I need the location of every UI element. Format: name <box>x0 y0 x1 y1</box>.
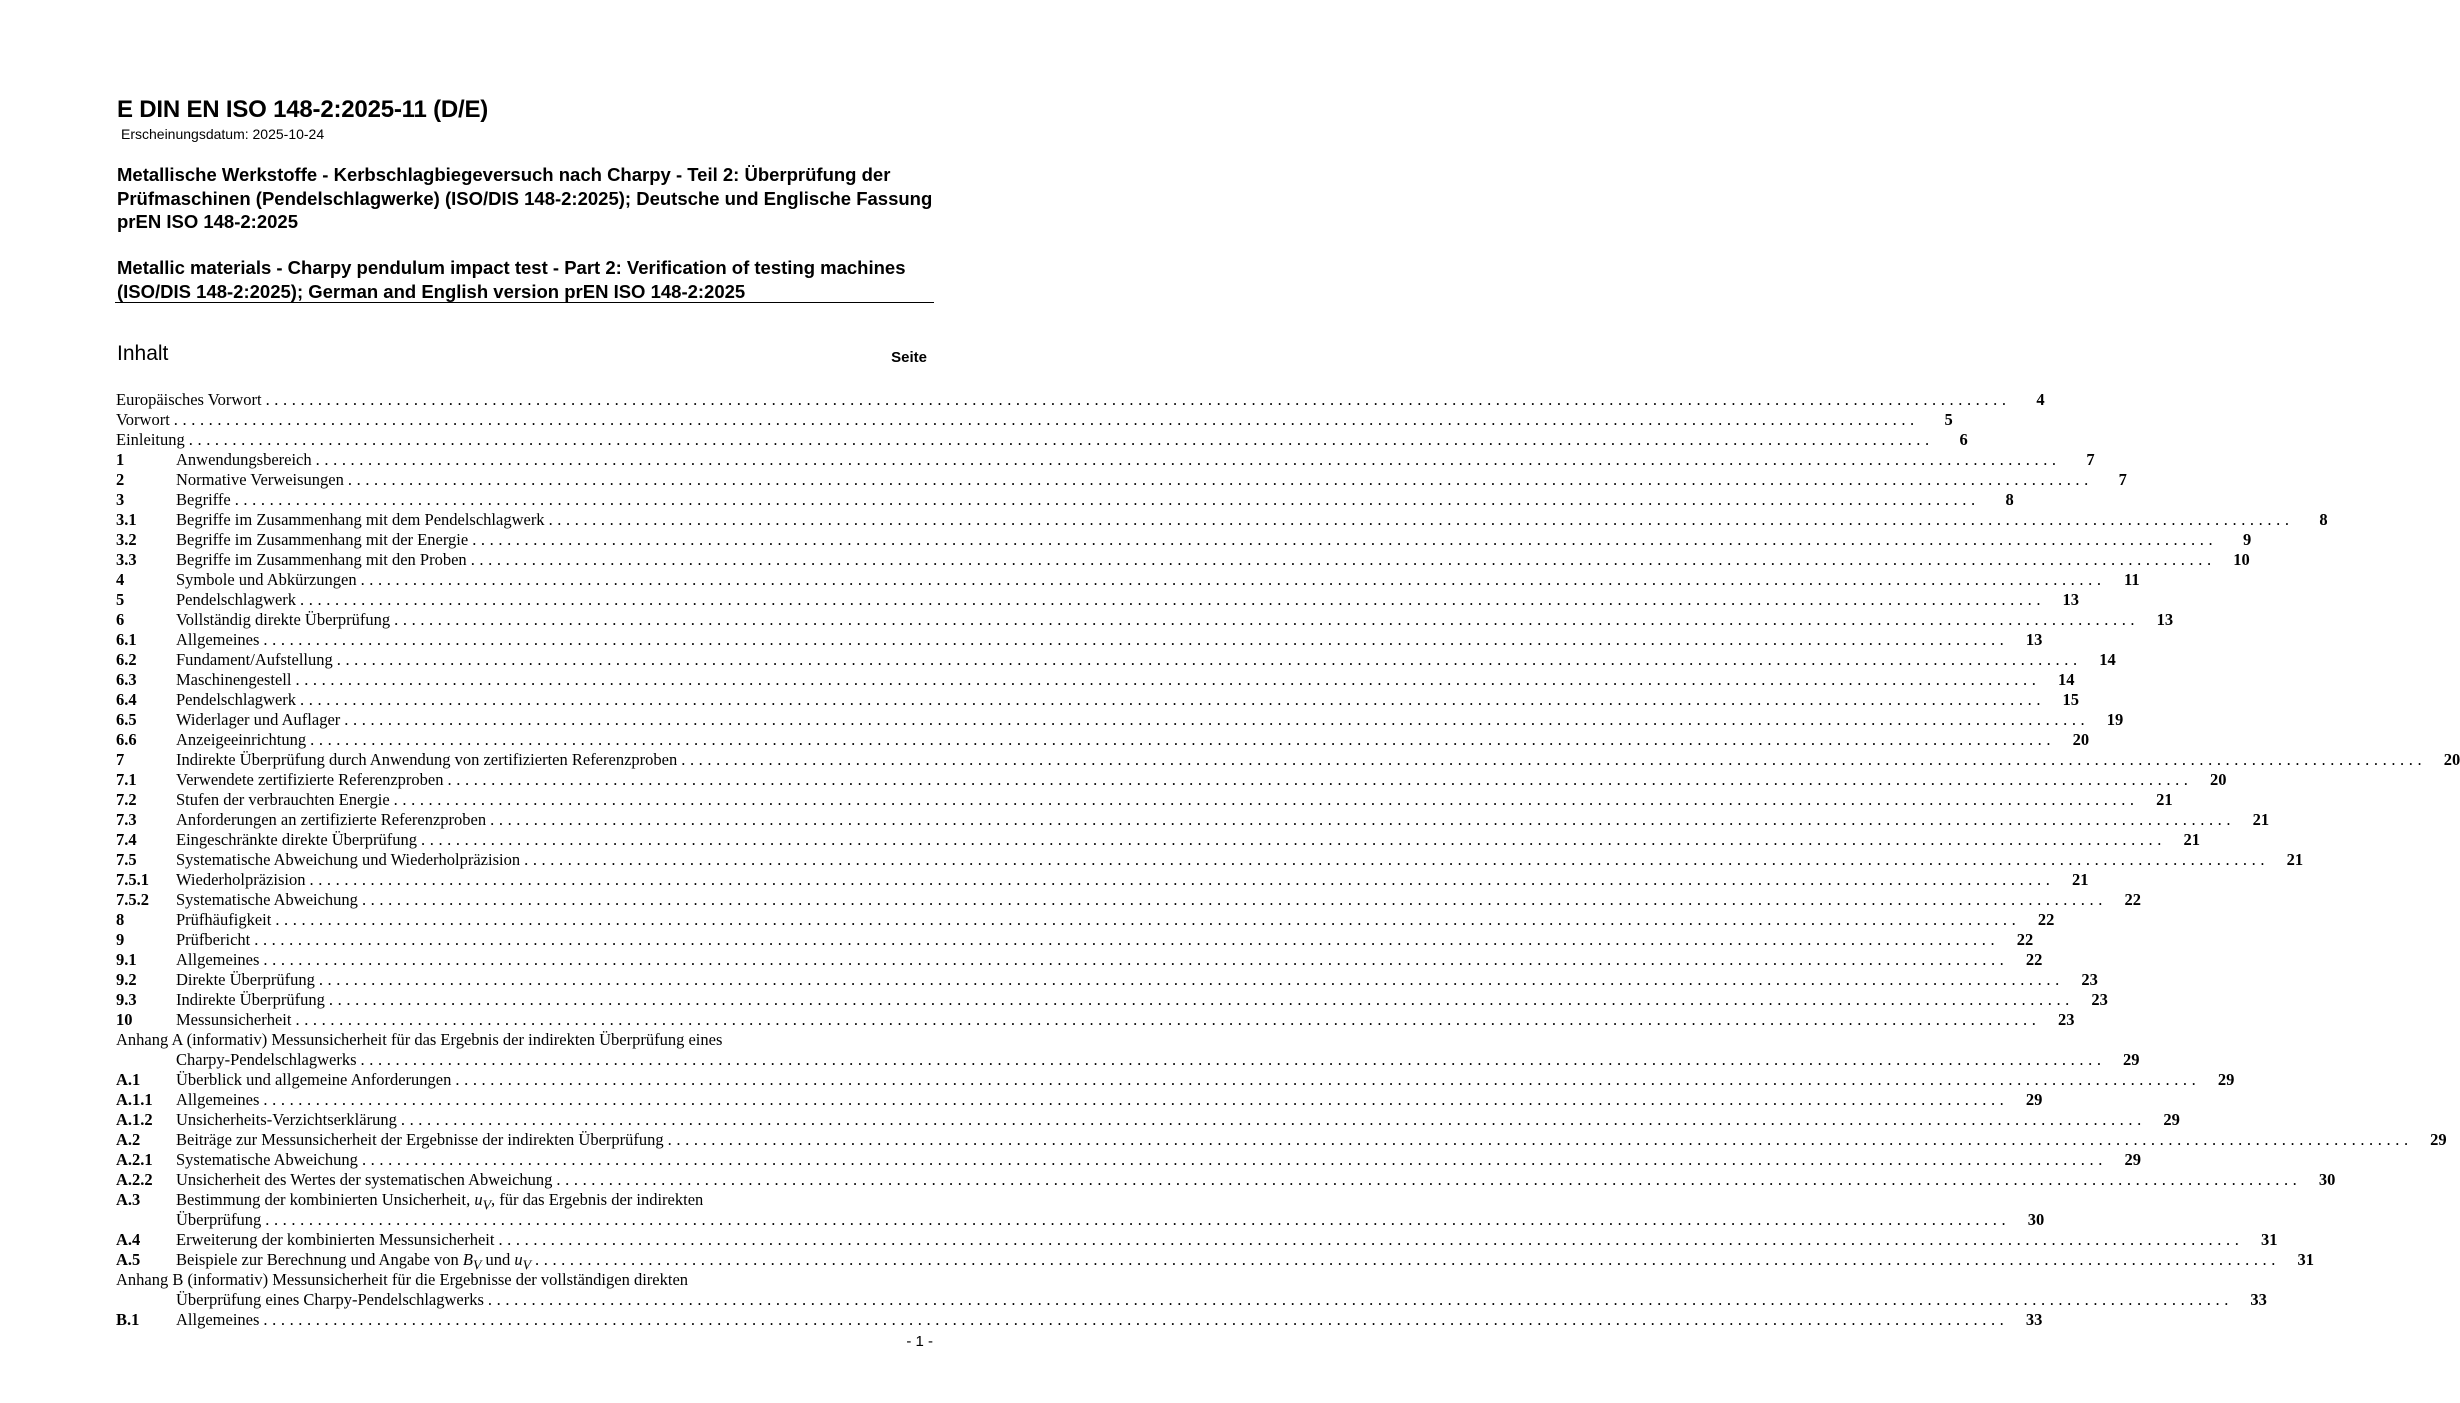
toc-leader: ........................................................................................................................................................................................................ <box>447 770 2193 789</box>
toc-annex-b-line1[interactable]: Anhang B (informativ) Messunsicherheit für die Ergebnisse der vollständigen direkten <box>116 1270 689 1289</box>
toc-leader: ........................................................................................................................................................................................................ <box>472 530 2218 549</box>
toc-title: Systematische Abweichung <box>176 890 358 909</box>
toc-leader: ........................................................................................................................................................................................................ <box>263 950 2009 969</box>
toc-entry-a5[interactable] <box>116 1250 2314 1273</box>
toc-page: 20 <box>2443 750 2460 769</box>
toc-number: 5 <box>116 590 125 609</box>
toc-title: Einleitung <box>116 430 185 449</box>
toc-page: 14 <box>2099 650 2116 669</box>
toc-number: A.4 <box>116 1230 141 1249</box>
toc-entry-a4[interactable] <box>116 1230 2278 1250</box>
toc-leader: ........................................................................................................................................................................................................ <box>309 870 2055 889</box>
toc-heading: Inhalt <box>117 342 169 365</box>
toc-entry[interactable] <box>116 1010 2075 1030</box>
toc-page-column-heading: Seite <box>891 349 927 366</box>
toc-number: 6.6 <box>116 730 137 749</box>
toc-entry[interactable] <box>116 1090 2043 1110</box>
toc-leader: ........................................................................................................................................................................................................ <box>360 1050 2106 1069</box>
toc-leader: ........................................................................................................................................................................................................ <box>295 1010 2041 1029</box>
toc-leader: ........................................................................................................................................................................................................ <box>347 470 2093 489</box>
toc-number: A.1.2 <box>116 1110 153 1129</box>
toc-leader: ........................................................................................................................................................................................................ <box>667 1130 2413 1149</box>
toc-entry[interactable] <box>116 730 2090 750</box>
toc-entry[interactable] <box>116 590 2080 610</box>
toc-page: 23 <box>2057 1010 2075 1029</box>
toc-number: 6.2 <box>116 650 137 669</box>
toc-page: 29 <box>2124 1150 2141 1169</box>
toc-number: 2 <box>116 470 125 489</box>
toc-title: Maschinengestell <box>176 670 292 689</box>
toc-page: 30 <box>2027 1210 2045 1229</box>
toc-title: Allgemeines <box>176 630 260 649</box>
toc-entry[interactable] <box>116 450 2095 470</box>
toc-title: Anwendungsbereich <box>176 450 312 469</box>
toc-page: 29 <box>2430 1130 2447 1149</box>
toc-leader: ........................................................................................................................................................................................................ <box>490 810 2236 829</box>
toc-leader: ........................................................................................................................................................................................................ <box>455 1070 2201 1089</box>
toc-entry[interactable] <box>116 950 2043 970</box>
toc-title: Messunsicherheit <box>176 1010 292 1029</box>
toc-page: 19 <box>2106 710 2124 729</box>
toc-number: 9.1 <box>116 950 137 969</box>
toc-number: 4 <box>116 570 125 589</box>
toc-entry[interactable] <box>116 810 2270 830</box>
toc-number: 7.5.2 <box>116 890 149 909</box>
toc-entry[interactable] <box>116 510 2328 530</box>
toc-entry[interactable] <box>116 710 2124 730</box>
toc-page: 23 <box>2081 970 2098 989</box>
toc-entry[interactable] <box>116 790 2173 810</box>
toc-page: 13 <box>2025 630 2043 649</box>
toc-number: 6.5 <box>116 710 137 729</box>
toc-leader: ........................................................................................................................................................................................................ <box>254 930 2000 949</box>
toc-page: 31 <box>2260 1230 2278 1249</box>
toc-number: 9.2 <box>116 970 137 989</box>
toc-leader: ........................................................................................................................................................................................................ <box>315 450 2061 469</box>
toc-entry[interactable] <box>116 570 2140 590</box>
toc-annex-a-section <box>116 1070 2447 1190</box>
toc-title: Normative Verweisungen <box>176 470 344 489</box>
toc-number: A.5 <box>116 1250 141 1269</box>
toc-leader: ........................................................................................................................................................................................................ <box>524 850 2270 869</box>
toc-entry[interactable] <box>116 530 2252 550</box>
toc-leader: ........................................................................................................................................................................................................ <box>310 730 2056 749</box>
toc-page: 22 <box>2016 930 2034 949</box>
toc-leader: ........................................................................................................................................................................................................ <box>263 1310 2009 1329</box>
toc-annex-b-title: Überprüfung eines Charpy-Pendelschlagwerks <box>176 1290 484 1309</box>
toc-page: 7 <box>2086 450 2095 469</box>
toc-title: Erweiterung der kombinierten Messunsicherheit <box>176 1230 495 1249</box>
issue-date: Erscheinungsdatum: 2025-10-24 <box>121 126 325 142</box>
toc-title: Wiederholpräzision <box>176 870 306 889</box>
toc-page: 20 <box>2072 730 2090 749</box>
toc-entry[interactable] <box>116 1310 2043 1330</box>
toc-title: Systematische Abweichung und Wiederholpräzision <box>176 850 521 869</box>
toc-leader: ........................................................................................................................................................................................................ <box>234 490 1980 509</box>
toc-number: 7.5.1 <box>116 870 149 889</box>
toc-page: 22 <box>2124 890 2141 909</box>
toc-number: 3.1 <box>116 510 137 529</box>
toc-annex-a-line1[interactable]: Anhang A (informativ) Messunsicherheit für das Ergebnis der indirekten Überprüfung eines <box>116 1030 723 1049</box>
toc-title: Eingeschränkte direkte Überprüfung <box>176 830 417 849</box>
toc-number: A.2.1 <box>116 1150 153 1169</box>
toc-leader: ........................................................................................................................................................................................................ <box>400 1110 2146 1129</box>
toc-title: Pendelschlagwerk <box>176 690 297 709</box>
toc-number: 7 <box>116 750 125 769</box>
toc-entry[interactable] <box>116 910 2055 930</box>
toc-page: 8 <box>2005 490 2014 509</box>
toc-title: Überprüfung <box>176 1210 262 1229</box>
toc-leader: ........................................................................................................................................................................................................ <box>548 510 2294 529</box>
toc-entry[interactable] <box>116 1070 2235 1090</box>
toc-leader: ........................................................................................................................................................................................................ <box>360 570 2106 589</box>
toc-annex-a-line2[interactable] <box>116 1050 2140 1070</box>
toc-entry[interactable] <box>116 670 2075 690</box>
toc-leader: ........................................................................................................................................................................................................ <box>344 710 2090 729</box>
toc-page: 13 <box>2156 610 2174 629</box>
toc-page: 20 <box>2210 770 2227 789</box>
toc-number: B.1 <box>116 1310 140 1329</box>
toc-leader: ........................................................................................................................................................................................................ <box>295 670 2041 689</box>
toc-number: A.3 <box>116 1190 141 1209</box>
toc-number: 9.3 <box>116 990 137 1009</box>
toc-leader: ........................................................................................................................................................................................................ <box>300 590 2046 609</box>
toc-number: 3 <box>116 490 125 509</box>
toc-title: Fundament/Aufstellung <box>176 650 333 669</box>
toc-leader: ........................................................................................................................................................................................................ <box>394 610 2140 629</box>
toc-entry[interactable] <box>116 650 2116 670</box>
toc-leader: ........................................................................................................................................................................................................ <box>263 1090 2009 1109</box>
toc-annex-b-section <box>116 1310 2043 1330</box>
toc-leader: ........................................................................................................................................................................................................ <box>336 650 2082 669</box>
toc-leader: ........................................................................................................................................................................................................ <box>681 750 2427 769</box>
toc-leader: ........................................................................................................................................................................................................ <box>470 550 2216 569</box>
toc-page: 33 <box>2250 1290 2267 1309</box>
toc-page: 33 <box>2025 1310 2043 1329</box>
toc-title: Indirekte Überprüfung durch Anwendung von zertifizierten Referenzproben <box>176 750 678 769</box>
toc-entry[interactable] <box>116 1170 2336 1190</box>
toc-entry[interactable] <box>116 550 2250 570</box>
toc-title: Begriffe im Zusammenhang mit dem Pendelschlagwerk <box>176 510 545 529</box>
toc-leader: ........................................................................................................................................................................................................ <box>328 990 2074 1009</box>
toc-number: 6 <box>116 610 125 629</box>
toc-leader: ........................................................................................................................................................................................................ <box>275 910 2021 929</box>
toc-entry[interactable] <box>116 630 2043 650</box>
toc-leader: ........................................................................................................................................................................................................ <box>487 1290 2233 1309</box>
toc-number: 6.3 <box>116 670 137 689</box>
page-number: - 1 - <box>906 1333 933 1350</box>
toc-page: 29 <box>2217 1070 2235 1089</box>
toc-number: 7.2 <box>116 790 137 809</box>
toc-title: Begriffe <box>176 490 231 509</box>
toc-number: 10 <box>116 1010 133 1029</box>
toc-page: 21 <box>2071 870 2089 889</box>
toc-page: 23 <box>2091 990 2108 1009</box>
title-divider <box>115 302 934 303</box>
toc-page: 6 <box>1959 430 1968 449</box>
toc-entry[interactable] <box>116 1150 2141 1170</box>
toc-leader: ........................................................................................................................................................................................................ <box>393 790 2139 809</box>
toc-entry[interactable] <box>116 970 2098 990</box>
toc-page: 11 <box>2123 570 2140 589</box>
toc-entry[interactable] <box>116 990 2108 1010</box>
toc-leader: ........................................................................................................................................................................................................ <box>421 830 2166 849</box>
toc-title: Allgemeines <box>176 1310 260 1329</box>
toc-page: 5 <box>1944 410 1953 429</box>
toc-title: Unsicherheit des Wertes der systematischen Abweichung <box>176 1170 553 1189</box>
title-english: Metallic materials - Charpy pendulum impact test - Part 2: Verification of testing machines (ISO/DIS 148-2:2025); German and English version prEN ISO 148-2:2025 <box>117 257 906 302</box>
toc-page: 13 <box>2062 590 2080 609</box>
toc-page: 21 <box>2286 850 2304 869</box>
toc-page: 21 <box>2252 810 2270 829</box>
toc-number: 1 <box>116 450 125 469</box>
toc-leader: ........................................................................................................................................................................................................ <box>535 1250 2280 1269</box>
document-title: E DIN EN ISO 148-2:2025-11 (D/E) <box>117 96 489 123</box>
toc-leader: ........................................................................................................................................................................................................ <box>188 430 1934 449</box>
toc-entry[interactable] <box>116 770 2227 790</box>
toc-number: 7.5 <box>116 850 137 869</box>
toc-page: 29 <box>2163 1110 2180 1129</box>
toc-title: Prüfhäufigkeit <box>176 910 272 929</box>
toc-number: A.2.2 <box>116 1170 153 1189</box>
toc-page: 30 <box>2318 1170 2336 1189</box>
toc-leader: ........................................................................................................................................................................................................ <box>361 890 2107 909</box>
toc-leader: ........................................................................................................................................................................................................ <box>173 410 1919 429</box>
toc-entry[interactable] <box>116 410 1953 430</box>
toc-leader: ........................................................................................................................................................................................................ <box>498 1230 2244 1249</box>
toc-title: Anforderungen an zertifizierte Referenzproben <box>176 810 487 829</box>
toc-title: Beiträge zur Messunsicherheit der Ergebnisse der indirekten Überprüfung <box>176 1130 664 1149</box>
toc-number: A.1.1 <box>116 1090 153 1109</box>
toc-title: Begriffe im Zusammenhang mit den Proben <box>176 550 467 569</box>
title-german: Metallische Werkstoffe - Kerbschlagbiegeversuch nach Charpy - Teil 2: Überprüfung der Prüfmaschinen (Pendelschlagwerke) (ISO/DIS 148-2:2025); Deutsche und Englische Fassung prEN ISO 148-2:2025 <box>117 164 933 232</box>
toc-page: 22 <box>2037 910 2055 929</box>
toc-number: A.1 <box>116 1070 141 1089</box>
toc-annex-b-line2[interactable] <box>116 1290 2267 1310</box>
toc-title: Systematische Abweichung <box>176 1150 358 1169</box>
toc-page: 29 <box>2025 1090 2043 1109</box>
toc-title: Direkte Überprüfung <box>176 970 315 989</box>
toc-number: 3.2 <box>116 530 137 549</box>
toc-leader: ........................................................................................................................................................................................................ <box>300 690 2046 709</box>
toc-title: Verwendete zertifizierte Referenzproben <box>176 770 444 789</box>
toc-entry[interactable] <box>116 870 2089 890</box>
toc-number: 3.3 <box>116 550 137 569</box>
toc-entry[interactable] <box>116 490 2014 510</box>
toc-title: Überblick und allgemeine Anforderungen <box>176 1070 452 1089</box>
toc-title: Europäisches Vorwort <box>116 390 262 409</box>
toc-page: 21 <box>2183 830 2200 849</box>
toc-title: Pendelschlagwerk <box>176 590 297 609</box>
toc-entry[interactable] <box>116 1110 2180 1130</box>
toc-title: Anzeigeeinrichtung <box>176 730 307 749</box>
toc-title: Vorwort <box>116 410 170 429</box>
toc-entry[interactable] <box>116 390 2045 410</box>
toc-page: 10 <box>2233 550 2250 569</box>
toc-entry[interactable] <box>116 830 2200 850</box>
toc-title: Widerlager und Auflager <box>176 710 341 729</box>
toc-page: 8 <box>2319 510 2328 529</box>
toc-page: 7 <box>2118 470 2127 489</box>
toc-entry[interactable] <box>116 750 2460 770</box>
toc-title: Prüfbericht <box>176 930 251 949</box>
toc-page: 31 <box>2297 1250 2314 1269</box>
toc-entry-a3-line1[interactable] <box>116 1190 929 1213</box>
toc-main-section <box>116 390 2460 1030</box>
toc-entry[interactable] <box>116 470 2127 490</box>
toc-page: 22 <box>2025 950 2043 969</box>
toc-number: 8 <box>116 910 125 929</box>
toc-leader: ........................................................................................................................................................................................................ <box>556 1170 2302 1189</box>
toc-leader: ........................................................................................................................................................................................................ <box>318 970 2064 989</box>
toc-leader: ........................................................................................................................................................................................................ <box>265 1210 2011 1229</box>
toc-title: Bestimmung der kombinierten Unsicherheit, $u_V$, für das Ergebnis der indirekten <box>176 1190 704 1213</box>
toc-entry[interactable] <box>116 430 1968 450</box>
toc-number: A.2 <box>116 1130 141 1149</box>
toc-entry[interactable] <box>116 930 2034 950</box>
toc-title: Indirekte Überprüfung <box>176 990 325 1009</box>
toc-entry[interactable] <box>116 890 2141 910</box>
toc-number: 7.4 <box>116 830 137 849</box>
toc-title: Begriffe im Zusammenhang mit der Energie <box>176 530 469 549</box>
toc-entry[interactable] <box>116 610 2174 630</box>
toc-title: Vollständig direkte Überprüfung <box>176 610 391 629</box>
toc-title: Stufen der verbrauchten Energie <box>176 790 390 809</box>
toc-page: 9 <box>2242 530 2252 549</box>
toc-entry[interactable] <box>116 690 2080 710</box>
table-of-contents <box>116 390 2460 1330</box>
toc-number: 6.4 <box>116 690 137 709</box>
toc-page: 14 <box>2057 670 2075 689</box>
toc-title: Beispiele zur Berechnung und Angabe von $B_V$ und $u_V$ <box>176 1250 531 1273</box>
toc-entry[interactable] <box>116 1130 2447 1150</box>
toc-page: 4 <box>2036 390 2045 409</box>
toc-title: Allgemeines <box>176 950 260 969</box>
toc-title: Unsicherheits-Verzichtserklärung <box>176 1110 397 1129</box>
toc-leader: ........................................................................................................................................................................................................ <box>265 390 2011 409</box>
toc-title: Allgemeines <box>176 1090 260 1109</box>
toc-leader: ........................................................................................................................................................................................................ <box>361 1150 2107 1169</box>
toc-entry[interactable] <box>116 850 2304 870</box>
toc-number: 9 <box>116 930 125 949</box>
toc-title: Symbole und Abkürzungen <box>176 570 357 589</box>
toc-number: 7.1 <box>116 770 137 789</box>
toc-annex-a-title: Charpy-Pendelschlagwerks <box>176 1050 357 1069</box>
toc-page: 29 <box>2123 1050 2140 1069</box>
toc-number: 6.1 <box>116 630 137 649</box>
toc-page: 15 <box>2062 690 2080 709</box>
toc-number: 7.3 <box>116 810 137 829</box>
toc-entry-a3-line2[interactable] <box>116 1210 2045 1230</box>
toc-leader: ........................................................................................................................................................................................................ <box>263 630 2009 649</box>
toc-page: 21 <box>2156 790 2173 809</box>
